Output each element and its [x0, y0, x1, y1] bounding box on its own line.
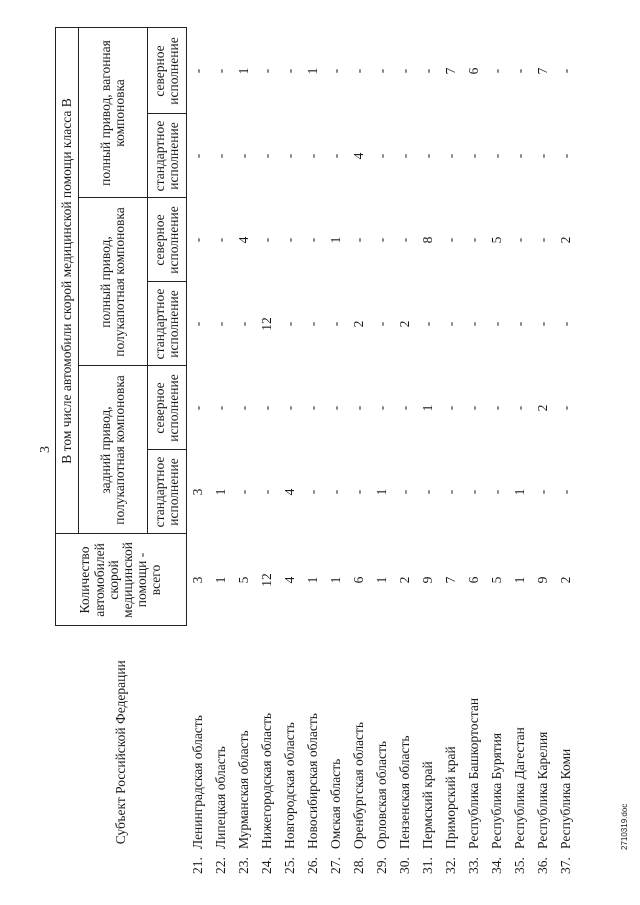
class-b-value: - — [535, 321, 551, 327]
class-b-value: 2 — [558, 236, 574, 244]
total-value: 5 — [489, 576, 505, 584]
class-b-value: - — [558, 405, 574, 411]
class-b-value: - — [282, 321, 298, 327]
class-b-value: - — [512, 153, 528, 159]
class-b-value: - — [466, 321, 482, 327]
class-b-value: - — [397, 68, 413, 74]
class-b-value: - — [328, 489, 344, 495]
class-b-value: 1 — [512, 488, 528, 496]
footer-doc-code: 2710319.doc — [620, 803, 629, 850]
subject-name: Республика Карелия — [535, 731, 551, 849]
class-b-value: - — [236, 321, 252, 327]
subject-name: Республика Башкортостан — [466, 697, 482, 849]
total-value: 4 — [282, 576, 298, 584]
class-b-value: - — [236, 153, 252, 159]
table-row — [233, 28, 256, 878]
table-row — [394, 28, 417, 878]
class-b-value: - — [420, 489, 436, 495]
class-b-value: - — [420, 153, 436, 159]
class-b-value: - — [512, 68, 528, 74]
class-b-value: 3 — [190, 488, 206, 496]
class-b-value: - — [282, 68, 298, 74]
total-value: 7 — [443, 576, 459, 584]
row-number: 33. — [466, 857, 482, 874]
class-b-value: - — [374, 405, 390, 411]
total-value: 2 — [397, 576, 413, 584]
class-b-value: 2 — [535, 404, 551, 412]
class-b-value: - — [397, 405, 413, 411]
subject-name: Пензенская область — [397, 735, 413, 849]
class-b-value: - — [236, 489, 252, 495]
class-b-value: - — [190, 237, 206, 243]
row-number: 26. — [305, 857, 321, 874]
class-b-value: 6 — [466, 67, 482, 75]
class-b-value: 1 — [236, 67, 252, 75]
table-row — [371, 28, 394, 878]
class-b-value: - — [443, 405, 459, 411]
class-b-value: - — [213, 321, 229, 327]
class-b-value: - — [374, 321, 390, 327]
class-b-value: - — [512, 321, 528, 327]
total-value: 6 — [351, 576, 367, 584]
class-b-value: - — [328, 68, 344, 74]
class-b-value: 7 — [443, 67, 459, 75]
ambulance-table — [55, 27, 578, 878]
subject-name: Пермский край — [420, 761, 436, 849]
class-b-value: - — [558, 153, 574, 159]
class-b-value: 1 — [328, 236, 344, 244]
class-b-value: - — [305, 321, 321, 327]
subject-name: Ленинградская область — [190, 715, 206, 849]
class-b-value: - — [374, 153, 390, 159]
table-row — [302, 28, 325, 878]
class-b-value: - — [351, 489, 367, 495]
class-b-value: - — [351, 68, 367, 74]
total-header: Количество автомобилей скорой медицинской помощи - всего — [56, 534, 187, 626]
class-b-value: - — [259, 68, 275, 74]
northern-header: северное исполнение — [148, 28, 187, 114]
subject-header: Субъект Российской Федерации — [56, 626, 187, 878]
class-b-value: - — [328, 321, 344, 327]
total-value: 2 — [558, 576, 574, 584]
class-b-value: - — [466, 489, 482, 495]
row-number: 37. — [558, 857, 574, 874]
row-number: 24. — [259, 857, 275, 874]
row-number: 27. — [328, 857, 344, 874]
class-b-value: - — [305, 237, 321, 243]
class-b-value: 5 — [489, 236, 505, 244]
subject-name: Оренбургская область — [351, 721, 367, 849]
row-number: 31. — [420, 857, 436, 874]
total-value: 9 — [420, 576, 436, 584]
table-body — [187, 28, 579, 878]
page-number: 3 — [38, 446, 53, 453]
class-b-value: 12 — [259, 317, 275, 331]
class-b-value: - — [328, 405, 344, 411]
subject-name: Республика Дагестан — [512, 727, 528, 849]
class-b-value: - — [374, 237, 390, 243]
class-b-value: - — [489, 153, 505, 159]
class-b-value: - — [558, 321, 574, 327]
total-value: 9 — [535, 576, 551, 584]
class-b-value: - — [512, 405, 528, 411]
class-b-value: 1 — [213, 488, 229, 496]
class-b-value: - — [397, 489, 413, 495]
table-row — [348, 28, 371, 878]
total-value: 1 — [328, 576, 344, 584]
table-row — [279, 28, 302, 878]
subject-name: Мурманская область — [236, 730, 252, 849]
standard-header: стандартное исполнение — [148, 114, 187, 198]
subject-name: Новосибирская область — [305, 713, 321, 849]
class-b-value: - — [489, 489, 505, 495]
class-b-value: - — [190, 405, 206, 411]
class-b-value: - — [443, 321, 459, 327]
class-b-value: - — [512, 237, 528, 243]
class-b-value: - — [328, 153, 344, 159]
class-b-value: - — [351, 405, 367, 411]
table-row — [532, 28, 555, 878]
group-header-awd-semihood: полный привод, полукапотная компоновка — [79, 198, 148, 366]
row-number: 34. — [489, 857, 505, 874]
class-b-value: - — [420, 321, 436, 327]
subject-name: Нижегородская область — [259, 712, 275, 849]
total-value: 3 — [190, 576, 206, 584]
class-b-value: - — [305, 405, 321, 411]
class-b-value: - — [213, 153, 229, 159]
class-b-value: - — [259, 405, 275, 411]
class-b-value: 4 — [236, 236, 252, 244]
class-b-value: 7 — [535, 67, 551, 75]
class-b-value: - — [374, 68, 390, 74]
class-b-value: 1 — [374, 488, 390, 496]
table-row — [187, 28, 211, 878]
northern-header: северное исполнение — [148, 198, 187, 282]
class-b-value: - — [466, 237, 482, 243]
row-number: 36. — [535, 857, 551, 874]
total-value: 6 — [466, 576, 482, 584]
total-value: 1 — [512, 576, 528, 584]
class-b-value: - — [213, 237, 229, 243]
class-b-value: 2 — [351, 320, 367, 328]
class-b-value: - — [535, 489, 551, 495]
class-b-value: - — [236, 405, 252, 411]
class-b-value: - — [305, 153, 321, 159]
group-header-rear-semihood: задний привод, полукапотная компоновка — [79, 366, 148, 534]
subject-name: Республика Коми — [558, 748, 574, 849]
table-row — [486, 28, 509, 878]
northern-header: северное исполнение — [148, 366, 187, 450]
class-b-value: 4 — [351, 152, 367, 160]
class-b-value: - — [282, 405, 298, 411]
class-b-header: В том числе автомобили скорой медицинской помощи класса В — [56, 28, 79, 534]
class-b-value: 2 — [397, 320, 413, 328]
table-row — [325, 28, 348, 878]
total-value: 1 — [374, 576, 390, 584]
class-b-value: - — [213, 405, 229, 411]
class-b-value: 8 — [420, 236, 436, 244]
class-b-value: - — [190, 153, 206, 159]
class-b-value: - — [535, 237, 551, 243]
class-b-value: - — [259, 153, 275, 159]
subject-name: Омская область — [328, 758, 344, 849]
table-row — [210, 28, 233, 878]
class-b-value: 4 — [282, 488, 298, 496]
group-header-awd-van: полный привод, вагонная компоновка — [79, 28, 148, 198]
table-row — [417, 28, 440, 878]
class-b-value: - — [558, 68, 574, 74]
class-b-value: - — [190, 321, 206, 327]
class-b-value: - — [259, 489, 275, 495]
table-row — [256, 28, 279, 878]
total-value: 1 — [305, 576, 321, 584]
class-b-value: 1 — [420, 404, 436, 412]
class-b-value: - — [305, 489, 321, 495]
class-b-value: - — [443, 237, 459, 243]
row-number: 32. — [443, 857, 459, 874]
class-b-value: - — [558, 489, 574, 495]
row-number: 25. — [282, 857, 298, 874]
table-row — [463, 28, 486, 878]
class-b-value: - — [489, 321, 505, 327]
total-value: 5 — [236, 576, 252, 584]
row-number: 28. — [351, 857, 367, 874]
class-b-value: - — [443, 153, 459, 159]
class-b-value: - — [443, 489, 459, 495]
class-b-value: - — [466, 405, 482, 411]
subject-name: Республика Бурятия — [489, 732, 505, 849]
table-row — [509, 28, 532, 878]
class-b-value: - — [397, 237, 413, 243]
class-b-value: - — [489, 405, 505, 411]
subject-name: Новгородская область — [282, 722, 298, 849]
class-b-value: - — [259, 237, 275, 243]
class-b-value: - — [489, 68, 505, 74]
subject-name: Приморский край — [443, 746, 459, 849]
row-number: 22. — [213, 857, 229, 874]
rotated-table-container — [55, 28, 574, 878]
class-b-value: - — [535, 153, 551, 159]
standard-header: стандартное исполнение — [148, 282, 187, 366]
standard-header: стандартное исполнение — [148, 450, 187, 534]
table-row — [555, 28, 578, 878]
row-number: 21. — [190, 857, 206, 874]
class-b-value: - — [282, 153, 298, 159]
subject-name: Орловская область — [374, 740, 390, 849]
class-b-value: - — [351, 237, 367, 243]
row-number: 29. — [374, 857, 390, 874]
row-number: 30. — [397, 857, 413, 874]
class-b-value: 1 — [305, 67, 321, 75]
class-b-value: - — [397, 153, 413, 159]
class-b-value: - — [420, 68, 436, 74]
row-number: 23. — [236, 857, 252, 874]
subject-name: Липецкая область — [213, 746, 229, 849]
class-b-value: - — [282, 237, 298, 243]
table-row — [440, 28, 463, 878]
total-value: 12 — [259, 573, 275, 587]
class-b-value: - — [190, 68, 206, 74]
row-number: 35. — [512, 857, 528, 874]
class-b-value: - — [466, 153, 482, 159]
class-b-value: - — [213, 68, 229, 74]
total-value: 1 — [213, 576, 229, 584]
